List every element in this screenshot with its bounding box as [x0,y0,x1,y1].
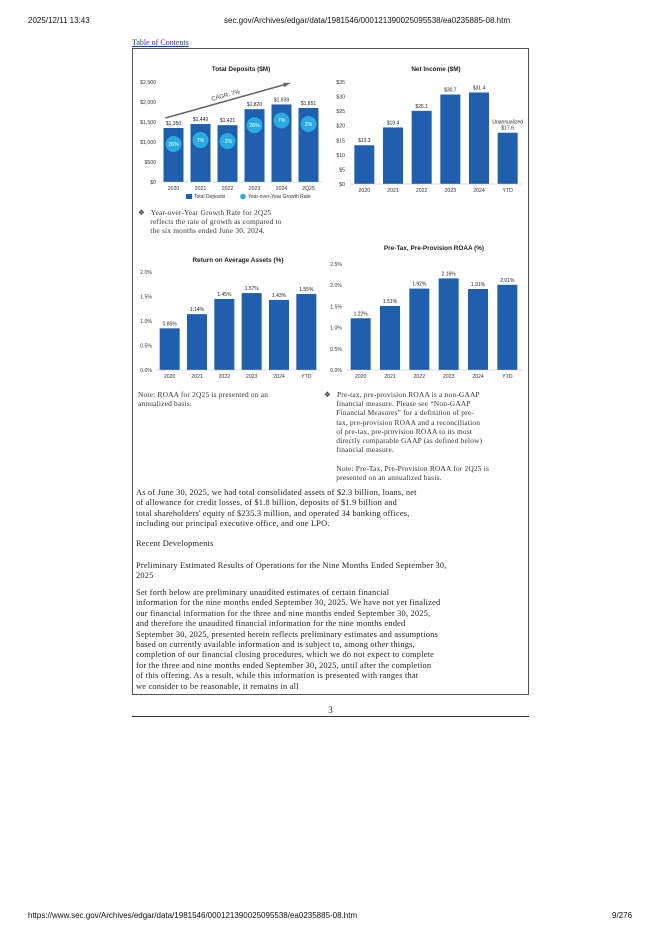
bar [383,127,403,184]
y-tick-label: 0.0% [140,368,152,374]
chart-title: Return on Average Assets (%) [192,257,284,264]
x-tick-label: 2023 [245,374,258,380]
paragraph-line: and therefore the unaudited financial information for the nine months ended [136,619,406,629]
growth-label: -2% [222,138,233,145]
footnote-line: the six months ended June 30, 2024. [138,226,265,236]
x-tick-label: 2024 [473,188,485,194]
growth-label: 26% [168,141,179,148]
x-tick-label: 2022 [413,374,426,380]
bar [469,92,489,184]
page-number: 3 [328,705,333,715]
growth-label: 7% [196,137,205,144]
heading-line: 2025 [136,571,154,581]
chart-title: Net Income ($M) [411,66,461,73]
x-tick-label: YTD [502,188,513,194]
bar [409,289,429,370]
bar [497,285,517,370]
x-tick-label: 2020 [358,188,371,194]
y-tick-label: 1.5% [140,294,152,301]
y-tick-label: $500 [144,160,156,166]
y-tick-label: $5 [339,167,345,174]
data-label: $30.7 [444,87,457,94]
preliminary-results-paragraph [136,588,440,692]
net-income-chart [330,58,526,204]
data-label: $1,421 [219,118,236,125]
data-label: $19.4 [386,120,400,127]
print-url-top: sec.gov/Archives/edgar/data/1981546/000121390025095538/ea0235885-08.htm [224,16,511,25]
paragraph-line: based on currently available information and is subject to, among other things, [136,640,415,650]
legend-label: Year-over-Year Growth Rate [248,194,311,200]
data-label: $1,820 [246,102,263,109]
footnote-line: reflects the rate of growth as compared to [138,217,282,227]
table-of-contents-link[interactable]: Table of Contents [132,38,189,47]
bar [214,299,234,370]
paragraph-line: completion of our financial closing procedures, which we do not expect to complete [136,650,435,660]
paragraph-line: total shareholders' equity of $235.3 million, and operated 34 banking offices, [136,508,410,518]
roaa-note [138,390,268,408]
legend-swatch-growth [240,194,246,200]
print-datetime: 2025/12/11 13:43 [28,16,90,25]
data-label: 1.43% [271,292,287,299]
data-label: 1.57% [244,286,259,293]
data-label: $1,851 [300,100,317,107]
bar [351,318,371,370]
x-tick-label: 2023 [248,186,261,192]
x-tick-label: 2024 [472,374,484,380]
paragraph-line: Set forth below are preliminary unaudited estimates of certain financial [136,588,390,597]
data-label: $13.3 [358,138,371,145]
data-label: 2.01% [500,277,515,284]
growth-label: 7% [277,118,286,125]
roaa-chart [134,250,324,386]
data-label: 1.22% [353,311,368,318]
y-tick-label: $0 [150,180,156,186]
bar [468,289,488,370]
y-tick-label: 2.5% [330,262,342,268]
y-tick-label: $10 [336,152,345,159]
note-line: financial measure. [324,445,395,455]
y-tick-label: $15 [336,138,345,145]
unannualized-annotation: Unannualized [492,119,523,126]
netincome-svg [330,58,526,204]
note-line: of pre-tax, pre-provision ROAA to its most [324,426,473,436]
growth-label: 28% [249,123,260,129]
bar [412,111,432,184]
pptp-svg [326,240,526,386]
paragraph-line: for the three and nine months ended September 30, 2025, until after the completion [136,660,432,670]
x-tick-label: 2Q25 [302,186,315,192]
paragraph-line: our financial information for the three and nine months ended September 30, 2025, [136,608,431,618]
bar [187,314,207,370]
preliminary-results-heading [136,561,447,582]
cagr-annotation: CAGR: 7% [210,89,241,103]
print-page-count: 9/276 [612,911,633,920]
x-tick-label: YTD [502,374,513,380]
data-label: $1,449 [192,117,209,124]
deposits-footnote [138,208,282,236]
page-rule [132,716,529,717]
bar [440,95,460,184]
cagr-arrow-head [283,83,291,87]
pptp-roaa-chart [326,240,526,386]
footnote-line: ❖ Year-over-Year Growth Rate for 2Q25 [138,208,272,217]
legend-label: Total Deposits [194,194,226,200]
bar [439,278,459,370]
paragraph-line: including our principal executive office, and one LPO. [136,519,330,529]
paragraph-line: we consider to be reasonable, it remains in all [136,681,299,691]
x-tick-label: 2022 [221,186,234,192]
note-line: directly comparable GAAP (as defined below) [324,436,483,446]
data-label: 1.91% [470,282,486,289]
y-tick-label: $1,000 [140,140,156,146]
data-label: $31.4 [472,85,486,92]
data-label: $1,350 [165,121,182,127]
paragraph-line: September 30, 2025, presented herein reflects preliminary estimates and assumptions [136,629,438,639]
x-tick-label: 2024 [275,186,288,192]
heading-line: Preliminary Estimated Results of Operations for the Nine Months Ended September 30, [136,561,447,570]
bar [269,300,289,370]
y-tick-label: 0.5% [140,343,152,350]
paragraph-line: of allowance for credit losses, of $1.8 billion, deposits of $1.9 billion and [136,498,398,508]
y-tick-label: $30 [336,94,345,101]
paragraph-line: information for the nine months ended September 30, 2025. We have not yet finalized [136,598,441,608]
data-label: 2.16% [441,271,456,278]
data-label: 0.85% [162,321,177,328]
data-label: $1,939 [273,97,290,104]
x-tick-label: 2023 [442,374,455,380]
y-tick-label: 0.0% [330,368,342,374]
recent-developments-heading: Recent Developments [136,539,214,548]
y-tick-label: 1.5% [330,304,342,311]
x-tick-label: 2021 [384,374,396,380]
x-tick-label: 2022 [415,188,428,194]
pptp-note [324,390,489,482]
note-line: presented on an annualized basis. [324,472,442,482]
y-tick-label: 2.0% [140,270,152,276]
note-line: tax, pre-provision ROAA and a reconciliation [324,417,481,427]
y-tick-label: $35 [336,80,345,86]
data-label: 1.45% [217,291,232,298]
y-tick-label: $0 [339,182,345,188]
bar [242,293,262,370]
y-tick-label: 0.5% [330,346,342,353]
bar [498,133,518,184]
y-tick-label: $2,000 [140,100,156,106]
x-tick-label: 2020 [167,186,180,192]
print-url-bottom: https://www.sec.gov/Archives/edgar/data/1981546/000121390025095538/ea0235885-08.htm [28,911,358,920]
deposits-svg [134,58,326,204]
data-label: 1.55% [299,287,314,294]
y-tick-label: $1,500 [140,120,156,126]
note-line: Financial Measures” for a definition of pre- [324,408,474,418]
note-line: Note: Pre-Tax, Pre-Provision ROAA for 2Q25 is [324,463,490,473]
data-label: 1.92% [412,281,427,288]
x-tick-label: 2020 [163,374,176,380]
note-line: Note: ROAA for 2Q25 is presented on an [138,390,269,399]
x-tick-label: YTD [301,374,312,380]
x-tick-label: 2024 [273,374,285,380]
data-label: $17.6 [501,125,514,132]
note-line [324,454,489,463]
chart-title: Pre-Tax, Pre-Provision ROAA (%) [383,245,485,252]
bar [296,294,316,370]
paragraph-line: As of June 30, 2025, we had total consolidated assets of $2.3 billion, loans, net [136,488,417,497]
x-tick-label: 2021 [194,186,207,192]
chart-title: Total Deposits ($M) [211,66,271,73]
growth-label: 2% [304,121,313,128]
bar [354,145,374,184]
roaa-svg [134,250,324,386]
y-tick-label: 2.0% [330,283,342,290]
data-label: 1.14% [189,307,205,314]
y-tick-label: 1.0% [140,319,152,325]
legend-swatch-deposits [186,194,192,199]
note-line: financial measure. Please see “Non-GAAP [324,399,471,409]
paragraph-line: of this offering. As a result, while this information is presented with ranges that [136,671,419,681]
y-tick-label: 1.0% [330,325,342,332]
x-tick-label: 2022 [218,374,231,380]
x-tick-label: 2021 [191,374,203,380]
y-tick-label: $2,500 [140,80,156,86]
summary-paragraph [136,488,417,530]
x-tick-label: 2023 [444,188,457,194]
x-tick-label: 2021 [387,188,399,194]
data-label: 1.51% [382,298,398,305]
note-line: ❖ Pre-tax, pre-provision ROAA is a non-GAAP [324,390,480,399]
bar [160,328,180,370]
bar [380,306,400,370]
y-tick-label: $25 [336,109,345,116]
x-tick-label: 2020 [354,374,367,380]
data-label: $25.1 [415,103,428,110]
note-line: annualized basis. [138,399,192,409]
cagr-arrow-line [165,84,287,118]
y-tick-label: $20 [336,123,345,130]
total-deposits-chart [134,58,326,204]
